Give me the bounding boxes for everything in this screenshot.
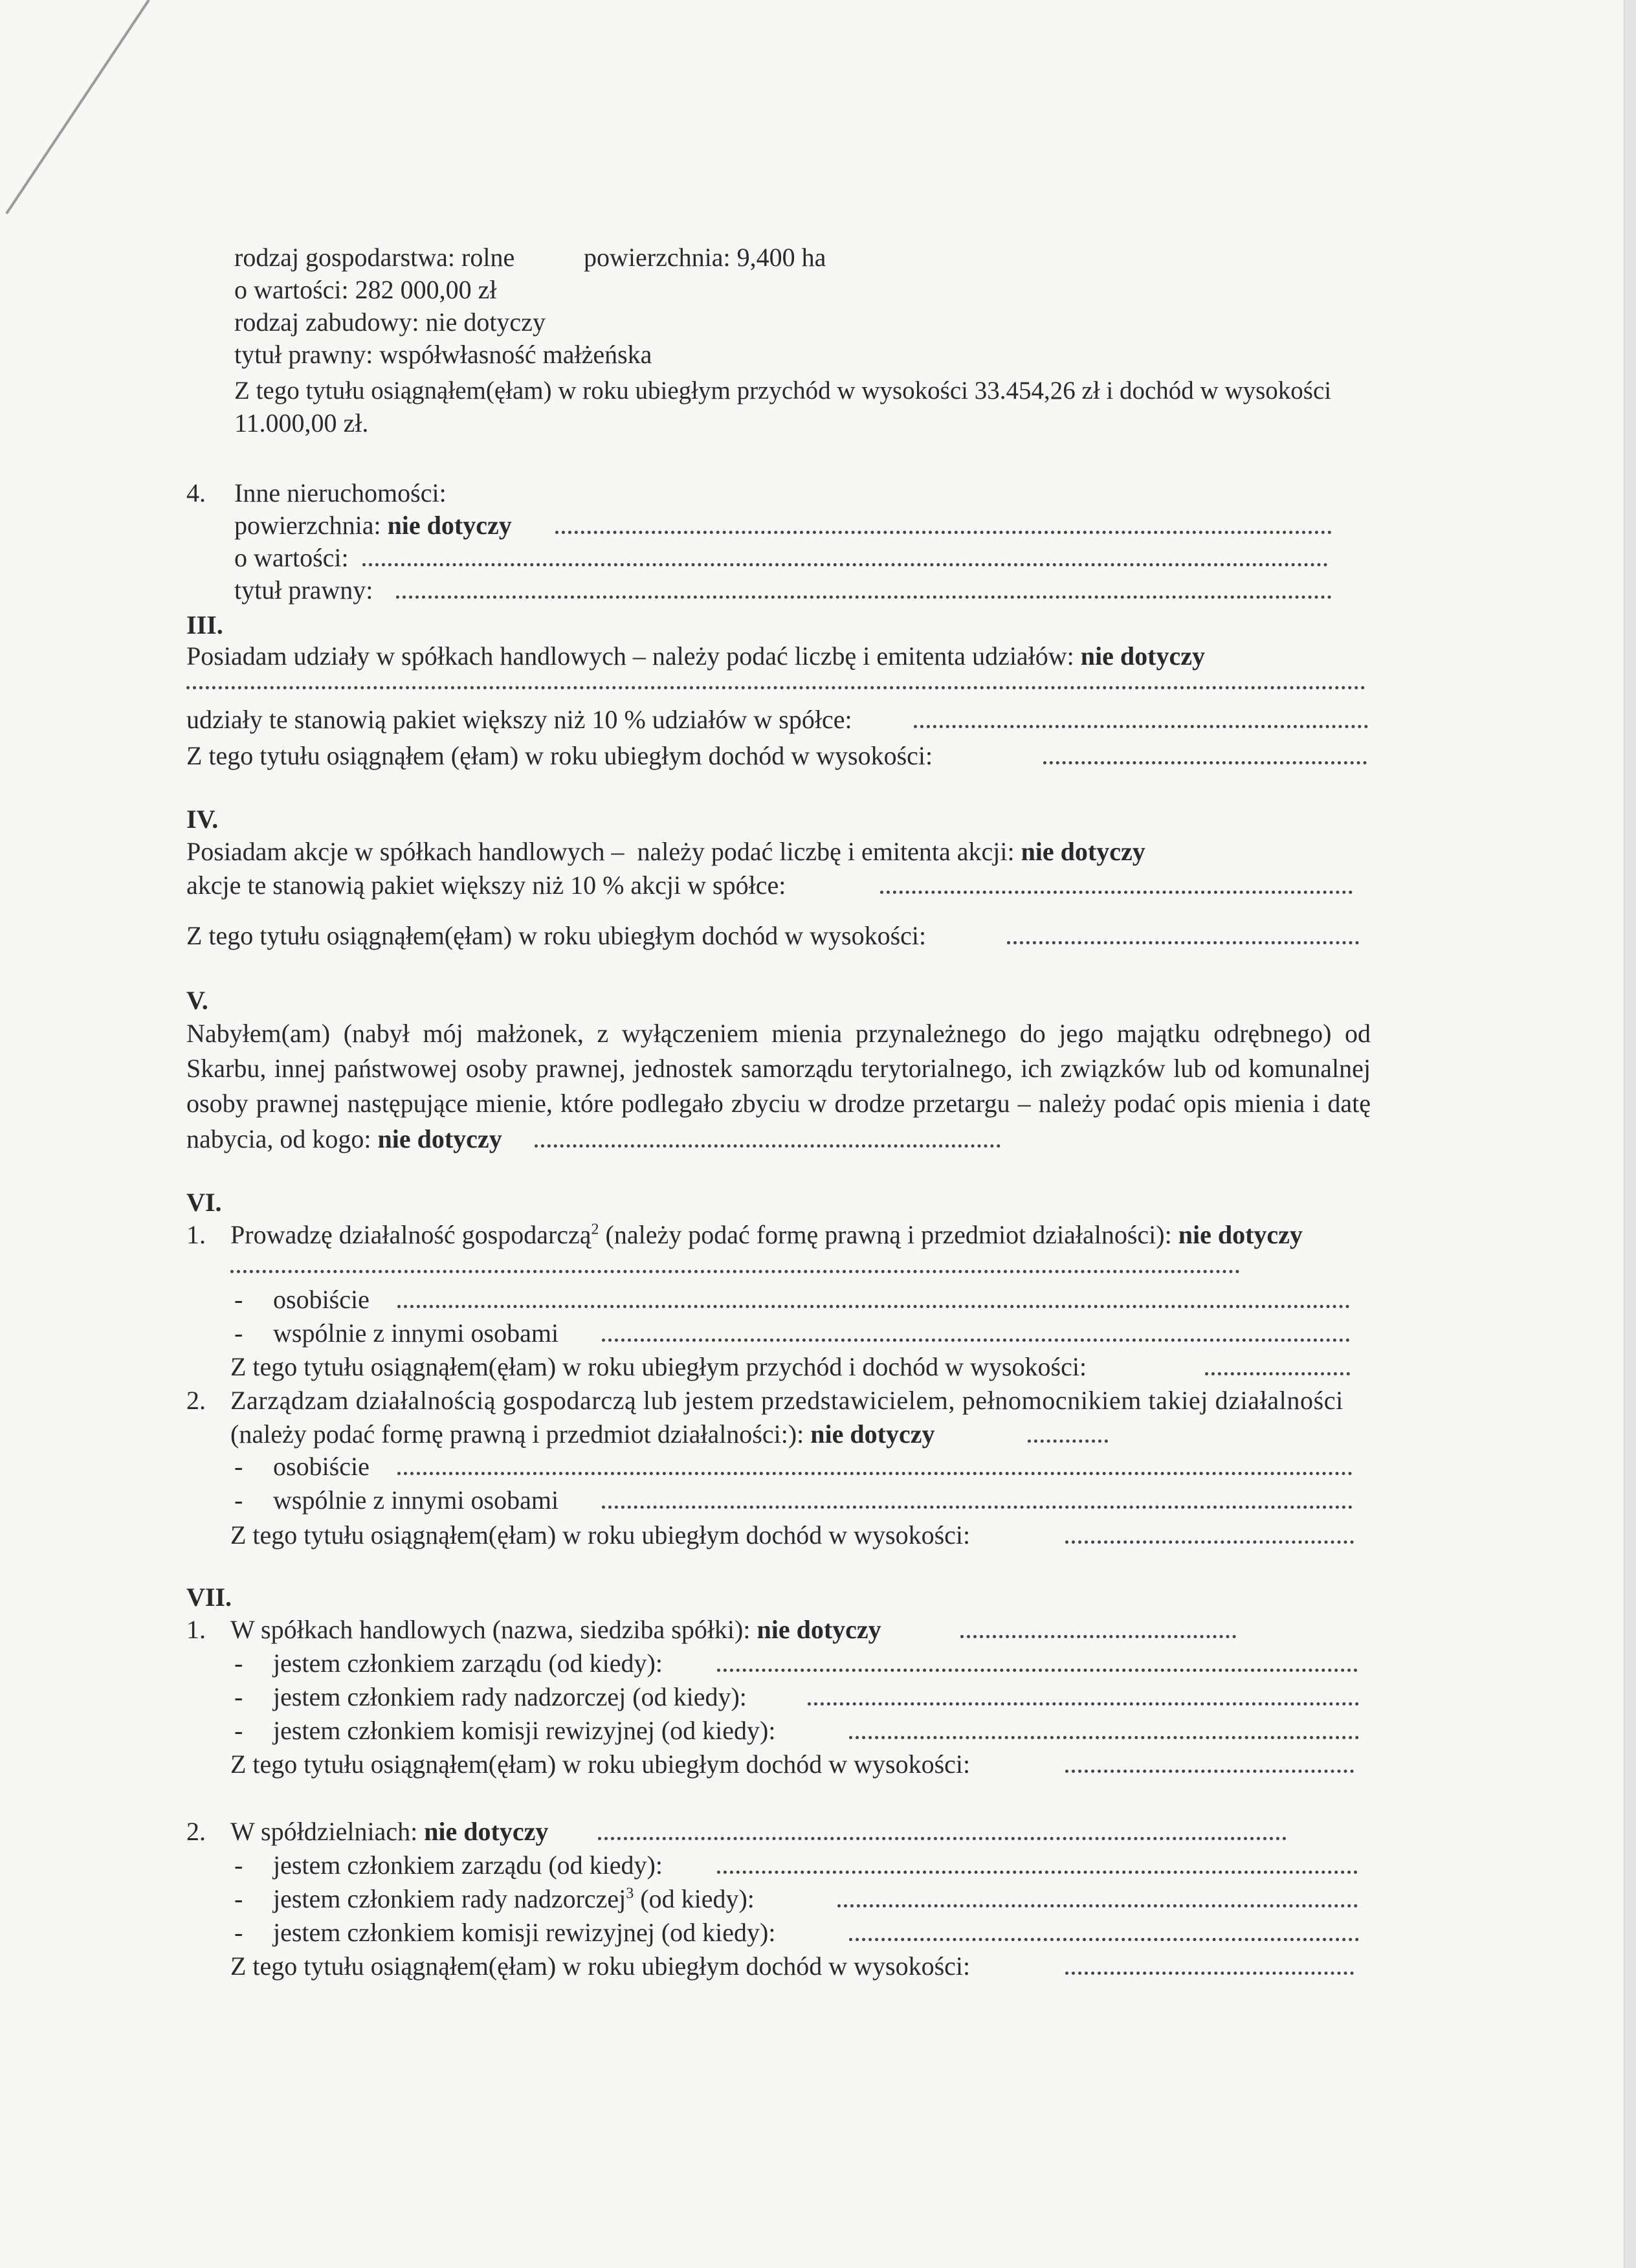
other-property-legal: tytuł prawny: [234,575,373,605]
acquisition-last-line: nabycia, od kogo: nie dotyczy [186,1124,502,1153]
item-number: 1. [186,1220,206,1249]
management-line: Zarządzam działalnością gospodarczą lub jestem przedstawicielem, pełnomocnikiem takiej działalności [230,1386,1343,1415]
dotted-fill [1043,761,1367,764]
board-member-line: jestem członkiem zarządu (od kiedy): [273,1649,663,1678]
section-heading-VII: VII. [186,1583,232,1612]
dotted-fill [1065,1770,1354,1773]
bullet-dash: - [234,1649,243,1678]
dotted-fill [598,1837,1287,1840]
business-activity-line: Prowadzę działalność gospodarczą$^2$ (należy podać formę prawną i przedmiot działalności): nie dotyczy [230,1220,1303,1249]
farm-area-line: powierzchnia: 9,400 ha [584,243,826,272]
stocks-income-line: Z tego tytułu osiągnąłem(ęłam) w roku ubiegłym dochód w wysokości: [186,921,927,950]
shares-income-line: Z tego tytułu osiągnąłem (ęłam) w roku ubiegłym dochód w wysokości: [186,741,933,770]
section-heading-VI: VI. [186,1188,222,1217]
cooperatives-line: W spółdzielniach: nie dotyczy [230,1817,549,1846]
dotted-fill [849,1938,1359,1941]
other-property-area: powierzchnia: nie dotyczy [234,511,512,540]
management-income-line: Z tego tytułu osiągnąłem(ęłam) w roku ubiegłym dochód w wysokości: [230,1520,971,1550]
farm-value-line: o wartości: 282 000,00 zł [234,275,497,304]
farm-income-line: Z tego tytułu osiągnąłem(ęłam) w roku ubiegłym przychód w wysokości 33.454,26 zł i dochód w wysokości [234,377,1332,405]
dotted-fill [1065,1540,1354,1544]
item-number: 2. [186,1817,206,1846]
dotted-fill [1007,941,1359,944]
option-personally: osobiście [273,1452,370,1481]
section-heading-III: III. [186,610,223,639]
farm-type-line: rodzaj gospodarstwa: rolne [234,243,515,272]
dotted-fill [914,725,1368,728]
section-heading-IV: IV. [186,805,219,834]
supervisory-member-line: jestem członkiem rady nadzorczej (od kiedy): [273,1682,747,1711]
dotted-fill [849,1736,1359,1739]
dotted-fill [230,1270,1240,1273]
dotted-fill [396,595,1332,599]
item-number: 1. [186,1615,206,1644]
shares-line: Posiadam udziały w spółkach handlowych – należy podać liczbę i emitenta udziałów: nie dotyczy [186,641,1205,671]
other-property-value: o wartości: [234,543,349,572]
dotted-fill [186,686,1365,689]
dotted-fill [1028,1440,1108,1443]
scan-fold-line [0,0,168,233]
dotted-fill [808,1702,1359,1706]
bullet-dash: - [234,1682,243,1711]
audit-member-line: jestem członkiem komisji rewizyjnej (od kiedy): [273,1918,776,1947]
bullet-dash: - [234,1452,243,1481]
acquisition-paragraph: Nabyłem(am) (nabył mój małżonek, z wyłączeniem mienia przynależnego do jego majątku odrębnego) od Skarbu, innej państwowej osoby prawnej, jednostek samorządu terytorialnego, ich związków lub od komunalnej osoby prawnej następujące mienie, które podlegało zbyciu w drodze przetargu – należy podać opis mienia i datę [186,1019,1371,1118]
dotted-fill [397,1472,1353,1475]
item-number: 2. [186,1386,206,1415]
dotted-fill [1205,1372,1350,1375]
scan-right-edge [1624,0,1636,2268]
farm-title-line: tytuł prawny: współwłasność małżeńska [234,340,652,369]
companies-income-line: Z tego tytułu osiągnąłem(ęłam) w roku ubiegłym dochód w wysokości: [230,1750,971,1779]
bullet-dash: - [234,1716,243,1745]
dotted-fill [362,563,1328,566]
shares-package-line: udziały te stanowią pakiet większy niż 10 % udziałów w spółce: [186,705,852,734]
audit-member-line: jestem członkiem komisji rewizyjnej (od kiedy): [273,1716,776,1745]
cooperatives-income-line: Z tego tytułu osiągnąłem(ęłam) w roku ubiegłym dochód w wysokości: [230,1951,971,1981]
farm-income-line-2: 11.000,00 zł. [234,408,369,438]
dotted-fill [960,1635,1236,1638]
companies-line: W spółkach handlowych (nazwa, siedziba spółki): nie dotyczy [230,1615,881,1644]
dotted-fill [717,1669,1358,1672]
dotted-fill [1065,1972,1354,1975]
farm-building-line: rodzaj zabudowy: nie dotyczy [234,307,546,337]
bullet-dash: - [234,1884,243,1913]
dotted-fill [535,1144,1000,1148]
section-heading-V: V. [186,986,208,1015]
option-jointly: wspólnie z innymi osobami [273,1485,559,1515]
dotted-fill [555,531,1332,534]
option-personally: osobiście [273,1285,370,1314]
other-property-title: Inne nieruchomości: [234,478,447,507]
bullet-dash: - [234,1318,243,1348]
business-income-line: Z tego tytułu osiągnąłem(ęłam) w roku ubiegłym przychód i dochód w wysokości: [230,1352,1087,1381]
dotted-fill [602,1339,1350,1342]
item-number: 4. [186,478,206,507]
bullet-dash: - [234,1285,243,1314]
supervisory-member-line: jestem członkiem rady nadzorczej$^3$ (od kiedy): [273,1884,755,1913]
dotted-fill [397,1305,1350,1308]
dotted-fill [880,891,1353,894]
board-member-line: jestem członkiem zarządu (od kiedy): [273,1851,663,1880]
option-jointly: wspólnie z innymi osobami [273,1318,559,1348]
management-line-2: (należy podać formę prawną i przedmiot działalności:): nie dotyczy [230,1419,935,1449]
bullet-dash: - [234,1918,243,1947]
dotted-fill [602,1506,1353,1509]
bullet-dash: - [234,1851,243,1880]
dotted-fill [837,1904,1358,1907]
bullet-dash: - [234,1485,243,1515]
dotted-fill [717,1871,1358,1874]
stocks-package-line: akcje te stanowią pakiet większy niż 10 % akcji w spółce: [186,871,786,900]
stocks-line: Posiadam akcje w spółkach handlowych – należy podać liczbę i emitenta akcji: nie dotyczy [186,837,1145,866]
